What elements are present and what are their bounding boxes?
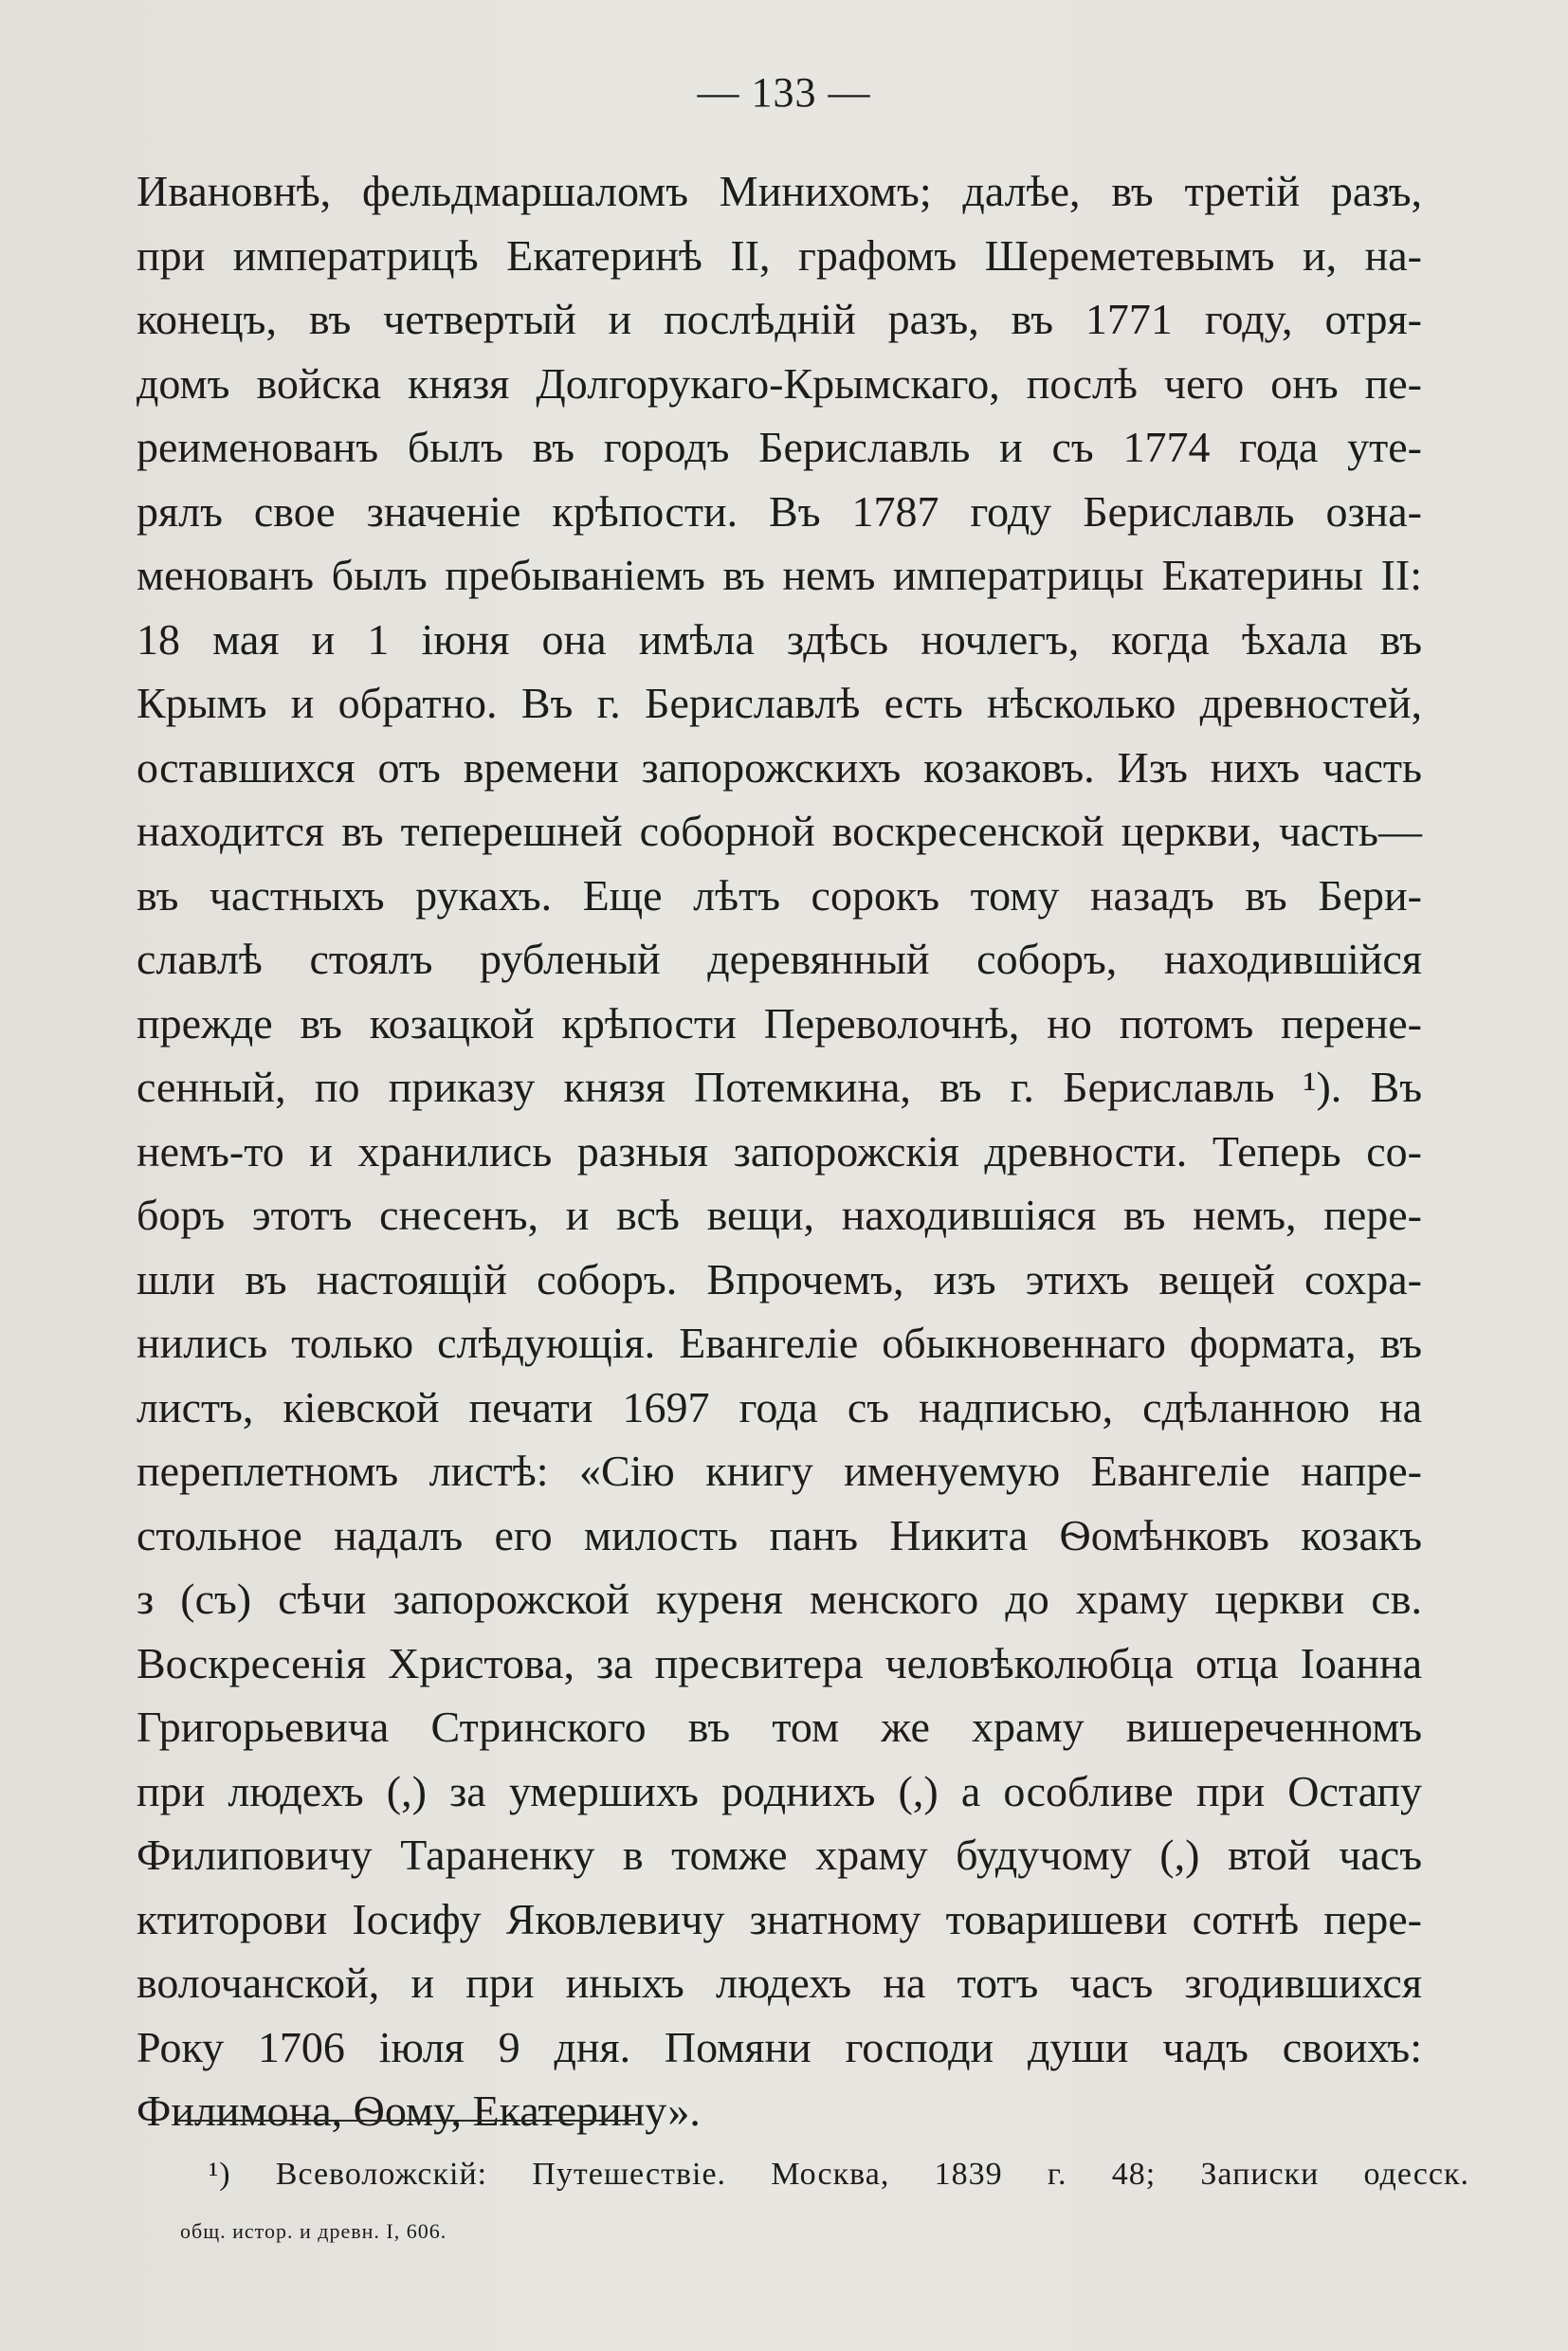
text-line: листъ, кіевской печати 1697 года съ надписью, сдѣланною на — [137, 1382, 1422, 1431]
text-line: переплетномъ листѣ: «Сію книгу именуемую Евангеліе напре- — [137, 1447, 1422, 1495]
text-line: менованъ былъ пребываніемъ въ немъ императрицы Екатерины II: — [137, 551, 1422, 599]
text-line: шли въ настоящій соборъ. Впрочемъ, изъ этихъ вещей сохра- — [137, 1254, 1422, 1303]
text-line: Ивановнѣ, фельдмаршаломъ Минихомъ; далѣе, въ третій разъ, — [137, 167, 1422, 215]
text-line: боръ этотъ снесенъ, и всѣ вещи, находившіяся въ немъ, пере- — [137, 1191, 1422, 1239]
text-line: сенный, по приказу князя Потемкина, въ г. Бериславль ¹). Въ — [137, 1063, 1422, 1111]
text-line: з (съ) сѣчи запорожской куреня менского до храму церкви св. — [137, 1575, 1422, 1623]
text-line: нились только слѣдующія. Евангеліе обыкновеннаго формата, въ — [137, 1319, 1422, 1367]
text-line: Року 1706 іюля 9 дня. Помяни господи души чадъ своихъ: — [137, 2022, 1422, 2071]
text-line: ктиторови Іосифу Яковлевичу знатному товаришеви сотнѣ пере- — [137, 1894, 1422, 1943]
text-line: реименованъ былъ въ городъ Бериславль и съ 1774 года утe- — [137, 423, 1422, 471]
text-line: при людехъ (,) за умершихъ роднихъ (,) а особливе при Остапу — [137, 1766, 1422, 1815]
text-line: Григорьевича Стринского въ том же храму вишереченномъ — [137, 1703, 1422, 1751]
footnotes — [180, 2146, 1469, 2260]
text-line: оставшихся отъ времени запорожскихъ козаковъ. Изъ нихъ часть — [137, 742, 1422, 792]
text-line: рялъ свое значеніе крѣпости. Въ 1787 году Бериславль озна- — [137, 486, 1422, 536]
body-text — [137, 159, 1422, 2143]
text-line: Крымъ и обратно. Въ г. Бериславлѣ есть нѣсколько древностей, — [137, 679, 1422, 727]
text-line: конецъ, въ четвертый и послѣдній разъ, въ 1771 году, отря- — [137, 295, 1422, 343]
page-number: — 133 — — [697, 69, 871, 116]
text-line: 18 мая и 1 іюня она имѣла здѣсь ночлегъ, когда ѣхала въ — [137, 614, 1422, 664]
text-line: стольное надалъ его милость панъ Никита Ѳомѣнковъ козакъ — [137, 1510, 1422, 1559]
text-line: Филиповичу Тараненку в томже храму будучому (,) втой часъ — [137, 1831, 1422, 1879]
footnote-line: общ. истор. и древн. I, 606. — [180, 2219, 447, 2243]
text-line: въ частныхъ рукахъ. Еще лѣтъ сорокъ тому назадъ въ Бери- — [137, 870, 1422, 920]
text-line: немъ-то и хранились разныя запорожскія древности. Теперь со- — [137, 1126, 1422, 1176]
text-line: Филимона, Ѳому, Екатерину». — [137, 2087, 701, 2135]
text-line: при императрицѣ Екатеринѣ II, графомъ Шереметевымъ и, на- — [137, 230, 1422, 280]
footnote-divider — [176, 2120, 635, 2122]
text-line: Воскресенія Христова, за пресвитера человѣколюбца отца Іоанна — [137, 1638, 1422, 1687]
text-line: домъ войска князя Долгорукаго-Крымскаго, послѣ чего онъ пе- — [137, 358, 1422, 408]
text-line: находится въ теперешней соборной воскресенской церкви, часть— — [137, 807, 1422, 855]
text-line: прежде въ козацкой крѣпости Переволочнѣ, но потомъ перене- — [137, 998, 1422, 1048]
footnote-line: ¹) Всеволожскій: Путешествіе. Москва, 1839 г. 48; Записки одесск. — [209, 2157, 1469, 2192]
text-line: славлѣ стоялъ рубленый деревянный соборъ, находившійся — [137, 935, 1422, 983]
text-line: волочанской, и при иныхъ людехъ на тотъ часъ згодившихся — [137, 1959, 1422, 2007]
